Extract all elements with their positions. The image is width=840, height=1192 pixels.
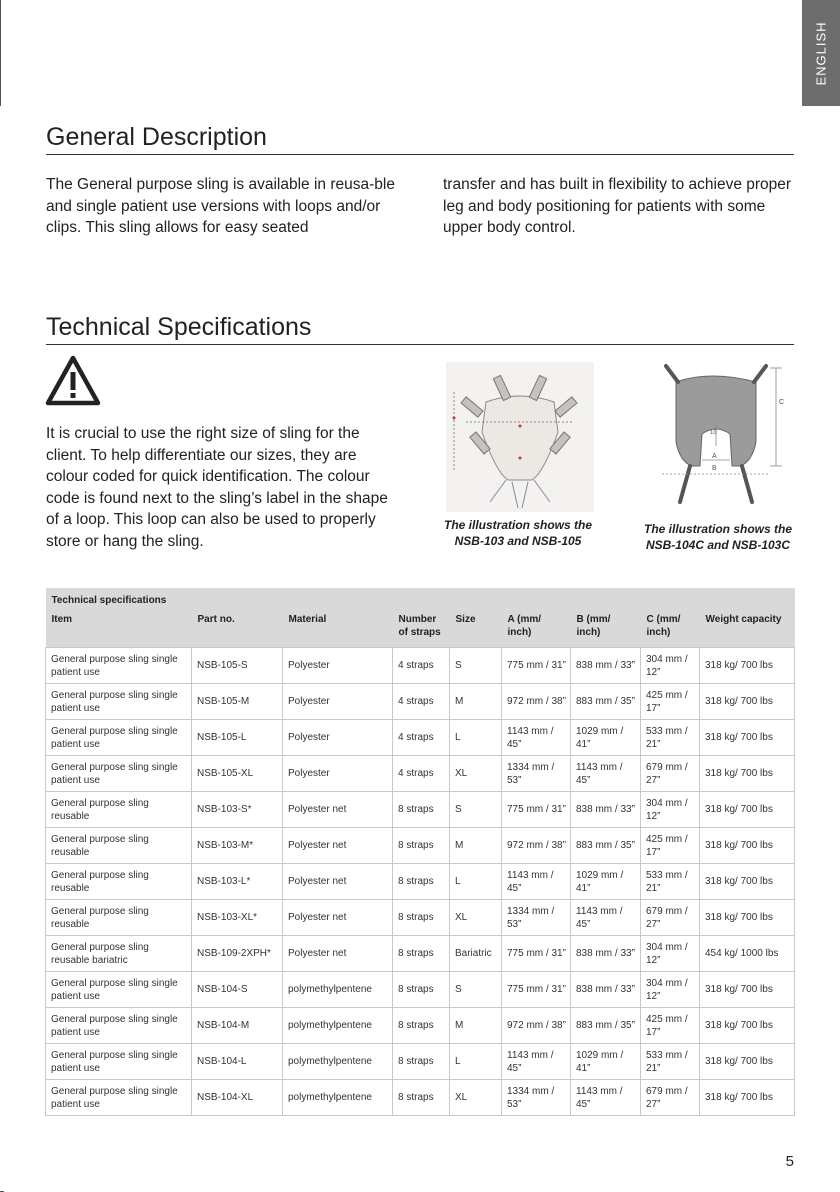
column-header: Item <box>46 611 192 648</box>
table-cell: XL <box>450 900 502 936</box>
table-cell: Polyester <box>283 648 393 684</box>
table-cell: General purpose sling reusable <box>46 792 192 828</box>
table-cell: 679 mm / 27” <box>641 1080 700 1116</box>
table-cell: NSB-104-S <box>192 972 283 1008</box>
table-cell: Polyester <box>283 720 393 756</box>
column-header: Size <box>450 611 502 648</box>
illustration-caption-2 <box>636 521 800 553</box>
table-cell: Bariatric <box>450 936 502 972</box>
table-cell: S <box>450 972 502 1008</box>
table-header-row <box>46 611 795 648</box>
table-cell: 1334 mm / 53” <box>502 1080 571 1116</box>
table-cell: 1143 mm / 45” <box>571 756 641 792</box>
label-10: 10 <box>710 430 717 436</box>
table-cell: 8 straps <box>393 1044 450 1080</box>
general-description-title: General Description <box>46 122 794 155</box>
table-cell: L <box>450 720 502 756</box>
table-cell: 533 mm / 21” <box>641 1044 700 1080</box>
caption-2-line-1: The illustration shows the <box>643 522 792 536</box>
column-header: Weight capacity <box>700 611 795 648</box>
table-cell: 425 mm / 17” <box>641 1008 700 1044</box>
table-cell: 679 mm / 27” <box>641 900 700 936</box>
table-cell: 883 mm / 35” <box>571 1008 641 1044</box>
label-c: C <box>779 399 785 406</box>
table-cell: 775 mm / 31” <box>502 936 571 972</box>
table-cell: 318 kg/ 700 lbs <box>700 720 795 756</box>
column-header: Material <box>283 611 393 648</box>
table-cell: L <box>450 1044 502 1080</box>
table-cell: Polyester net <box>283 936 393 972</box>
table-cell: Polyester net <box>283 828 393 864</box>
warning-triangle-icon <box>44 354 102 408</box>
table-cell: NSB-103-M* <box>192 828 283 864</box>
table-cell: S <box>450 792 502 828</box>
table-cell: polymethylpentene <box>283 1080 393 1116</box>
table-row <box>46 936 795 972</box>
table-cell: M <box>450 684 502 720</box>
table-row <box>46 720 795 756</box>
table-cell: 318 kg/ 700 lbs <box>700 1008 795 1044</box>
table-cell: 838 mm / 33” <box>571 648 641 684</box>
table-cell: 8 straps <box>393 864 450 900</box>
column-header: C (mm/ inch) <box>641 611 700 648</box>
table-cell: 1143 mm / 45” <box>502 720 571 756</box>
table-cell: 838 mm / 33” <box>571 792 641 828</box>
table-cell: 838 mm / 33” <box>571 936 641 972</box>
technical-specifications-title: Technical Specifications <box>46 312 794 345</box>
table-cell: 1143 mm / 45” <box>571 1080 641 1116</box>
table-cell: General purpose sling reusable bariatric <box>46 936 192 972</box>
table-cell: NSB-104-L <box>192 1044 283 1080</box>
table-cell: M <box>450 828 502 864</box>
table-cell: NSB-109-2XPH* <box>192 936 283 972</box>
table-cell: 318 kg/ 700 lbs <box>700 828 795 864</box>
table-cell: 304 mm / 12” <box>641 792 700 828</box>
table-row <box>46 792 795 828</box>
specifications-table <box>45 588 795 1116</box>
table-cell: 883 mm / 35” <box>571 684 641 720</box>
table-cell: 304 mm / 12” <box>641 648 700 684</box>
table-cell: 4 straps <box>393 756 450 792</box>
table-cell: Polyester net <box>283 864 393 900</box>
table-row <box>46 756 795 792</box>
table-cell: 4 straps <box>393 720 450 756</box>
table-cell: 1029 mm / 41” <box>571 864 641 900</box>
table-cell: S <box>450 648 502 684</box>
table-cell: 318 kg/ 700 lbs <box>700 900 795 936</box>
table-cell: 8 straps <box>393 936 450 972</box>
table-cell: 1029 mm / 41” <box>571 1044 641 1080</box>
table-row <box>46 1080 795 1116</box>
table-cell: General purpose sling single patient use <box>46 720 192 756</box>
table-cell: General purpose sling single patient use <box>46 1080 192 1116</box>
table-cell: M <box>450 1008 502 1044</box>
table-cell: polymethylpentene <box>283 1044 393 1080</box>
table-cell: Polyester net <box>283 900 393 936</box>
table-body <box>46 648 795 1116</box>
table-cell: NSB-104-M <box>192 1008 283 1044</box>
table-cell: 4 straps <box>393 648 450 684</box>
table-cell: 8 straps <box>393 1008 450 1044</box>
table-cell: Polyester <box>283 756 393 792</box>
table-row <box>46 864 795 900</box>
table-cell: NSB-103-XL* <box>192 900 283 936</box>
table-cell: 318 kg/ 700 lbs <box>700 1044 795 1080</box>
table-row <box>46 972 795 1008</box>
table-cell: 775 mm / 31” <box>502 972 571 1008</box>
table-cell: General purpose sling single patient use <box>46 684 192 720</box>
page-number: 5 <box>785 1153 794 1170</box>
table-cell: 4 straps <box>393 684 450 720</box>
table-cell: 838 mm / 33” <box>571 972 641 1008</box>
table-cell: NSB-105-L <box>192 720 283 756</box>
column-header: Part no. <box>192 611 283 648</box>
table-cell: 8 straps <box>393 828 450 864</box>
table-cell: 318 kg/ 700 lbs <box>700 648 795 684</box>
sling-diagram-nsb-104c-103c <box>652 362 788 512</box>
table-cell: Polyester <box>283 684 393 720</box>
table-caption: Technical specifications <box>46 588 795 611</box>
table-cell: 8 straps <box>393 900 450 936</box>
table-cell: 972 mm / 38” <box>502 828 571 864</box>
table-cell: 318 kg/ 700 lbs <box>700 756 795 792</box>
table-cell: 454 kg/ 1000 lbs <box>700 936 795 972</box>
table-cell: 8 straps <box>393 972 450 1008</box>
table-cell: 318 kg/ 700 lbs <box>700 792 795 828</box>
table-cell: 318 kg/ 700 lbs <box>700 972 795 1008</box>
table-cell: polymethylpentene <box>283 972 393 1008</box>
general-description-col2: transfer and has built in flexibility to achieve proper leg and body positioning for patients with some upper body control. <box>443 176 792 236</box>
table-row <box>46 828 795 864</box>
language-tab-label: ENGLISH <box>813 20 829 86</box>
table-row <box>46 684 795 720</box>
table-cell: 1334 mm / 53” <box>502 756 571 792</box>
table-cell: General purpose sling single patient use <box>46 756 192 792</box>
general-description-col1: The General purpose sling is available in reusa-ble and single patient use versions with loops and/or clips. This sling allows for easy seated <box>46 176 395 236</box>
column-header: Number of straps <box>393 611 450 648</box>
table-cell: 679 mm / 27” <box>641 756 700 792</box>
table-cell: General purpose sling reusable <box>46 828 192 864</box>
table-cell: General purpose sling single patient use <box>46 1008 192 1044</box>
table-cell: 318 kg/ 700 lbs <box>700 864 795 900</box>
table-cell: NSB-103-L* <box>192 864 283 900</box>
table-cell: 425 mm / 17” <box>641 684 700 720</box>
table-cell: 972 mm / 38” <box>502 1008 571 1044</box>
table-cell: 1143 mm / 45” <box>502 1044 571 1080</box>
table-cell: 1143 mm / 45” <box>502 864 571 900</box>
table-cell: 1334 mm / 53” <box>502 900 571 936</box>
table-cell: 425 mm / 17” <box>641 828 700 864</box>
table-cell: 8 straps <box>393 1080 450 1116</box>
table-cell: 304 mm / 12” <box>641 972 700 1008</box>
table-cell: XL <box>450 756 502 792</box>
table-cell: General purpose sling reusable <box>46 864 192 900</box>
table-cell: General purpose sling reusable <box>46 900 192 936</box>
language-tab <box>802 0 840 106</box>
table-cell: 972 mm / 38” <box>502 684 571 720</box>
table-cell: polymethylpentene <box>283 1008 393 1044</box>
table-cell: NSB-105-S <box>192 648 283 684</box>
column-header: B (mm/ inch) <box>571 611 641 648</box>
table-row <box>46 648 795 684</box>
table-cell: Polyester net <box>283 792 393 828</box>
table-cell: General purpose sling single patient use <box>46 1044 192 1080</box>
table-cell: 883 mm / 35” <box>571 828 641 864</box>
table-row <box>46 900 795 936</box>
table-cell: 304 mm / 12” <box>641 936 700 972</box>
table-cell: 775 mm / 31” <box>502 648 571 684</box>
label-b: B <box>712 465 717 472</box>
table-cell: NSB-105-XL <box>192 756 283 792</box>
table-cell: General purpose sling single patient use <box>46 972 192 1008</box>
table-cell: General purpose sling single patient use <box>46 648 192 684</box>
table-row <box>46 1008 795 1044</box>
margin-rule <box>0 0 1 106</box>
specifications-table-wrapper <box>45 588 794 1116</box>
table-cell: 1143 mm / 45” <box>571 900 641 936</box>
caption-1-line-1: The illustration shows the <box>443 518 592 532</box>
table-cell: 8 straps <box>393 792 450 828</box>
table-cell: 533 mm / 21” <box>641 720 700 756</box>
illustration-caption-1 <box>436 517 600 549</box>
table-row <box>46 1044 795 1080</box>
table-cell: 533 mm / 21” <box>641 864 700 900</box>
label-a: A <box>712 453 717 460</box>
table-cell: L <box>450 864 502 900</box>
caption-2-line-2: NSB-104C and NSB-103C <box>645 538 791 552</box>
table-cell: 1029 mm / 41” <box>571 720 641 756</box>
table-cell: 318 kg/ 700 lbs <box>700 684 795 720</box>
table-cell: NSB-104-XL <box>192 1080 283 1116</box>
table-cell: NSB-105-M <box>192 684 283 720</box>
table-cell: 775 mm / 31” <box>502 792 571 828</box>
table-cell: NSB-103-S* <box>192 792 283 828</box>
caption-1-line-2: NSB-103 and NSB-105 <box>454 534 582 548</box>
table-cell: 318 kg/ 700 lbs <box>700 1080 795 1116</box>
sling-diagram-nsb-103-105 <box>446 362 594 512</box>
column-header: A (mm/ inch) <box>502 611 571 648</box>
table-cell: XL <box>450 1080 502 1116</box>
sizing-note: It is crucial to use the right size of sling for the client. To help differentiate our sizes, they are colour coded for quick identification. The colour code is found next to the sling’s label in the shape of a loop. This loop can also be used to properly store or hang the sling. <box>46 425 388 550</box>
